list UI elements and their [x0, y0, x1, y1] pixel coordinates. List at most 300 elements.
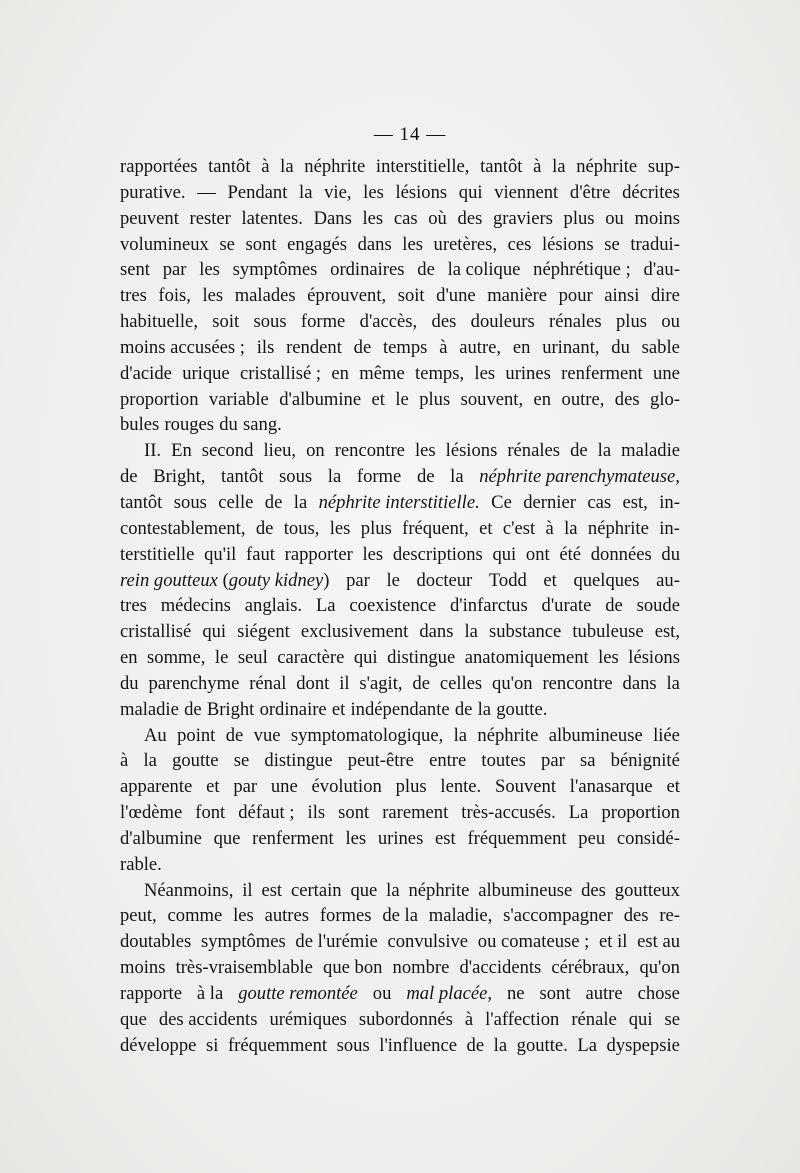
word: d'urate	[541, 595, 592, 617]
word: descriptions	[392, 543, 483, 565]
word: terstitielle	[120, 543, 195, 565]
word: font	[195, 802, 226, 824]
word: malades	[234, 285, 296, 307]
word: nombre	[392, 957, 450, 979]
word: tantôt	[480, 156, 523, 177]
word: il	[339, 672, 350, 694]
word: outre,	[561, 388, 605, 410]
word: sous	[173, 491, 207, 513]
word: d'infarctus	[449, 595, 528, 617]
word: maladie	[621, 440, 680, 462]
text-line	[120, 955, 680, 981]
word: néphrite	[477, 724, 539, 746]
word: plus	[616, 311, 647, 333]
word: urines	[377, 827, 424, 849]
word: que	[213, 827, 241, 849]
word: cas	[587, 491, 612, 513]
word: par	[233, 776, 258, 798]
word: fois,	[158, 285, 191, 307]
word: de la	[382, 905, 418, 927]
text-line	[120, 593, 680, 619]
text-line	[120, 645, 680, 671]
word: par	[541, 750, 565, 772]
word: les	[202, 285, 224, 307]
word: rencontre	[334, 440, 405, 462]
word: re-	[659, 905, 680, 927]
word: cristallisé ;	[240, 362, 322, 384]
word: peut,	[120, 905, 157, 927]
word: Todd	[488, 569, 527, 591]
word: vie,	[324, 181, 352, 203]
word: développe	[120, 1034, 197, 1056]
word: latentes.	[241, 207, 303, 229]
word: autre	[585, 983, 623, 1004]
word: Souvent	[495, 776, 556, 798]
word: qui	[492, 543, 517, 565]
text-line	[120, 774, 680, 800]
word: albumineuse	[548, 724, 643, 746]
text-line	[120, 309, 680, 335]
word: symptômes	[232, 259, 318, 281]
word: d'une	[436, 285, 476, 307]
word: Dans	[313, 207, 352, 229]
word: d'albumine	[279, 388, 362, 410]
word: Néanmoins,	[144, 879, 234, 901]
word: urémiques	[269, 1008, 347, 1030]
word: moins accusées ;	[120, 336, 245, 358]
page-number: — 14 —	[373, 124, 447, 145]
word: rester	[189, 207, 231, 229]
word: par	[346, 569, 370, 591]
word: peuvent	[120, 207, 179, 229]
word: dire	[650, 285, 680, 307]
text-line	[120, 464, 680, 490]
word: du	[219, 414, 238, 436]
word: bénignité	[610, 750, 680, 772]
word: doutables	[120, 931, 192, 953]
word: forme	[356, 466, 402, 488]
word: cérébraux,	[551, 957, 630, 979]
word: temps	[383, 336, 428, 358]
word: dont	[296, 672, 330, 694]
word: peu	[578, 827, 606, 849]
text-line	[120, 748, 680, 774]
word: que bon	[323, 957, 383, 979]
word: rénale	[571, 1008, 617, 1030]
word: néphrétique ;	[533, 259, 631, 281]
word: les	[474, 362, 496, 384]
word: symptômes	[200, 931, 286, 953]
word: la	[552, 156, 566, 177]
word: de	[570, 440, 588, 462]
word: goutte.	[496, 698, 548, 720]
word: Bright	[206, 698, 255, 720]
word: goutte.	[516, 1034, 568, 1056]
word: d'albumine	[120, 827, 202, 849]
word: médecins	[160, 595, 231, 617]
word: les	[362, 543, 384, 565]
word: liée	[653, 724, 680, 746]
text-line	[120, 490, 680, 516]
word: qu'il	[204, 543, 237, 565]
word: d'au-	[643, 259, 680, 281]
word: moins	[634, 207, 680, 229]
word: de	[605, 595, 623, 617]
word: des	[623, 905, 649, 927]
word: ordinaire	[259, 698, 327, 720]
word: goutte	[172, 750, 219, 772]
word: tantôt	[221, 466, 264, 488]
word: ou	[661, 311, 680, 333]
text-line	[120, 671, 680, 697]
word: et	[371, 388, 385, 410]
word: la	[477, 698, 492, 720]
word: La	[577, 1034, 597, 1056]
text-line	[120, 232, 680, 258]
word: cas	[393, 207, 418, 229]
word: est	[261, 879, 283, 901]
word: lésions	[628, 647, 680, 669]
word: éprouvent,	[307, 285, 387, 307]
word: forme	[300, 311, 346, 333]
text-line	[120, 929, 680, 955]
word: très-vraisemblable	[175, 957, 313, 979]
word: lésions	[395, 181, 448, 203]
word: est,	[654, 621, 680, 643]
word: l'anasarque	[569, 776, 653, 798]
word: glo-	[650, 388, 680, 410]
word: de	[412, 672, 430, 694]
word: à	[533, 156, 542, 177]
word: la	[143, 750, 157, 772]
text-line	[120, 154, 680, 180]
word: se	[604, 233, 620, 255]
word: in-	[659, 491, 680, 513]
word: évolution	[311, 776, 382, 798]
word: interstitielle,	[375, 156, 470, 177]
word: des	[457, 207, 483, 229]
word: habituelle,	[120, 311, 198, 333]
word: ont	[525, 543, 550, 565]
text-line	[120, 723, 680, 749]
text-line	[120, 826, 680, 852]
word: celles	[439, 672, 483, 694]
text-line	[120, 852, 680, 878]
text-line	[120, 981, 680, 1007]
word: du	[611, 336, 630, 358]
word: dernier	[523, 491, 576, 513]
word: tous,	[283, 517, 320, 539]
word: urique	[182, 362, 230, 384]
word: substance	[489, 621, 562, 643]
word: distingue	[387, 647, 456, 669]
word: En	[171, 440, 192, 462]
word: sous	[253, 311, 287, 333]
word: les	[414, 440, 436, 462]
word: ils	[307, 802, 326, 824]
text-line	[120, 335, 680, 361]
word: et	[666, 776, 680, 798]
word: et	[543, 569, 557, 591]
word: la	[564, 517, 578, 539]
word: où	[428, 207, 447, 229]
word: que	[120, 1008, 147, 1030]
word: soude	[636, 595, 680, 617]
word: plus	[395, 776, 427, 798]
word: été	[559, 543, 582, 565]
word: formes	[319, 905, 372, 927]
word: —	[197, 181, 216, 203]
word: par	[162, 259, 187, 281]
word: les	[402, 233, 423, 255]
word: graviers	[492, 207, 553, 229]
word: contestablement,	[120, 517, 246, 539]
word: est au	[637, 931, 680, 953]
word: symptomatologique,	[290, 724, 444, 746]
word: plus	[419, 388, 451, 410]
word: tantôt	[120, 491, 163, 513]
word: sont	[245, 233, 277, 255]
word: certain	[290, 879, 342, 901]
word: tantôt	[208, 156, 251, 177]
word: ainsi	[604, 285, 640, 307]
word: les	[362, 207, 384, 229]
text-line	[120, 180, 680, 206]
word: sous	[336, 1034, 370, 1056]
word: uretères,	[433, 233, 498, 255]
word: ou	[605, 207, 624, 229]
word: à la	[196, 983, 224, 1004]
text-line	[120, 1033, 680, 1059]
word: le	[395, 388, 409, 410]
word: de	[255, 517, 274, 539]
word: distingue	[264, 750, 333, 772]
word: lésions	[541, 233, 594, 255]
word: d'accidents	[459, 957, 542, 979]
word: du	[661, 543, 680, 565]
word: douleurs	[470, 311, 535, 333]
word: l'influence	[379, 1034, 457, 1056]
word: la	[666, 672, 680, 694]
word: les	[598, 647, 619, 669]
text-line	[120, 387, 680, 413]
word: qui	[202, 621, 227, 643]
word: autre,	[459, 336, 502, 358]
word: tres	[120, 595, 147, 617]
word: une	[653, 362, 680, 384]
word: néphrite interstitielle.	[318, 491, 480, 513]
word: de	[454, 698, 473, 720]
word: anglais.	[244, 595, 303, 617]
word: Au	[144, 724, 167, 746]
word: du	[120, 672, 139, 694]
word: rénal	[249, 672, 287, 694]
word: au-	[656, 569, 680, 591]
word: sable	[641, 336, 680, 358]
text-line	[120, 903, 680, 929]
word: en	[533, 388, 552, 410]
word: variable	[208, 388, 269, 410]
word: plus	[360, 517, 392, 539]
word: la	[493, 1034, 508, 1056]
text-line	[120, 361, 680, 387]
word: la	[464, 621, 478, 643]
word: ordinaires	[330, 259, 405, 281]
word: de	[353, 336, 372, 358]
word: rapporter	[284, 543, 353, 565]
word: même	[359, 362, 405, 384]
word: renferment	[252, 827, 334, 849]
word: soit	[212, 311, 240, 333]
word: très-accusés.	[461, 802, 556, 824]
word: parenchyme	[148, 672, 240, 694]
body-text	[120, 154, 680, 1059]
word: considé-	[616, 827, 680, 849]
word: de	[417, 259, 435, 281]
word: fréquemment	[467, 827, 567, 849]
word: qui	[628, 1008, 653, 1030]
word: qui	[458, 181, 483, 203]
word: à	[120, 750, 129, 772]
word: autres	[264, 905, 309, 927]
word: de	[264, 491, 283, 513]
word: et	[331, 698, 346, 720]
word: en	[120, 647, 138, 669]
word: urinant,	[542, 336, 600, 358]
word: néphrite	[304, 156, 366, 177]
word: l'affection	[485, 1008, 560, 1030]
word: peut-être	[347, 750, 414, 772]
word: viennent	[494, 181, 559, 203]
word: une	[270, 776, 298, 798]
word: volumineux	[120, 233, 209, 255]
word: in-	[659, 517, 680, 539]
word: la	[453, 724, 468, 746]
word: lésions	[445, 440, 498, 462]
word: fréquent,	[402, 517, 469, 539]
word: chose	[637, 983, 680, 1004]
word: rénales	[549, 311, 602, 333]
word: rouges	[164, 414, 215, 436]
word: II.	[144, 440, 162, 462]
word: soit	[397, 285, 425, 307]
word: est,	[622, 491, 648, 513]
word: et	[206, 776, 220, 798]
word: purative.	[120, 181, 186, 203]
word: souvent,	[460, 388, 524, 410]
word: néphrite	[587, 517, 649, 539]
word: décrites	[622, 181, 680, 203]
word: rable.	[120, 853, 162, 875]
word: ne	[506, 983, 525, 1004]
word: caractère	[277, 647, 345, 669]
word: la	[327, 466, 342, 488]
word: anatomiquement	[464, 647, 589, 669]
word: en	[512, 336, 531, 358]
word: sont	[539, 983, 571, 1004]
word: pour	[558, 285, 593, 307]
word: docteur	[416, 569, 473, 591]
word: la	[299, 181, 313, 203]
word: la	[450, 466, 464, 488]
word: point	[177, 724, 216, 746]
word: maladie,	[428, 905, 493, 927]
word: manière	[487, 285, 548, 307]
word: rendent	[286, 336, 342, 358]
word: moins	[120, 957, 166, 979]
word: siégent	[237, 621, 290, 643]
word: la	[280, 156, 294, 177]
word: des accidents	[158, 1008, 258, 1030]
word: Bright,	[153, 466, 206, 488]
word: données	[590, 543, 652, 565]
word: goutte remontée	[238, 983, 358, 1004]
word: lente.	[440, 776, 482, 798]
word: néphrite	[408, 879, 470, 901]
word: d'acide	[120, 362, 172, 384]
word: Ce	[491, 491, 512, 513]
word: de	[225, 724, 244, 746]
word: apparente	[120, 776, 193, 798]
word: de	[466, 1034, 485, 1056]
text-line	[120, 412, 680, 438]
word: proportion	[601, 802, 680, 824]
word: des	[431, 311, 457, 333]
word: de	[120, 466, 138, 488]
word: maladie	[120, 698, 179, 720]
word: se	[219, 233, 235, 255]
word: néphrite	[576, 156, 638, 177]
word: Pendant	[227, 181, 288, 203]
word: tubuleuse	[572, 621, 644, 643]
word: ou comateuse ;	[477, 931, 590, 953]
word: goutteux	[614, 879, 680, 901]
text-line	[120, 438, 680, 464]
word: le	[386, 569, 400, 591]
word: entre	[429, 750, 467, 772]
word: le	[214, 647, 229, 669]
word: seul	[237, 647, 268, 669]
word: tres	[120, 285, 147, 307]
word: c'est	[502, 517, 536, 539]
word: des	[614, 388, 640, 410]
word: en	[331, 362, 349, 384]
word: les	[363, 181, 384, 203]
word: albumineuse	[478, 879, 573, 901]
text-line	[120, 878, 680, 904]
word: urines	[505, 362, 551, 384]
word: qui	[353, 647, 378, 669]
word: somme,	[147, 647, 206, 669]
word: d'être	[569, 181, 611, 203]
word: indépendante	[350, 698, 450, 720]
word: convulsive	[387, 931, 469, 953]
word: et	[479, 517, 493, 539]
word: mal placée,	[406, 983, 493, 1004]
text-line	[120, 516, 680, 542]
word: plus	[563, 207, 595, 229]
word: subordonnés	[358, 1008, 453, 1030]
word: exclusivement	[300, 621, 409, 643]
word: bules	[120, 414, 160, 436]
word: sa	[579, 750, 596, 772]
word: dans	[622, 672, 657, 694]
word: les	[345, 827, 367, 849]
word: quelques	[573, 569, 640, 591]
text-line	[120, 542, 680, 568]
word: renferment	[561, 362, 643, 384]
word: que	[350, 879, 378, 901]
